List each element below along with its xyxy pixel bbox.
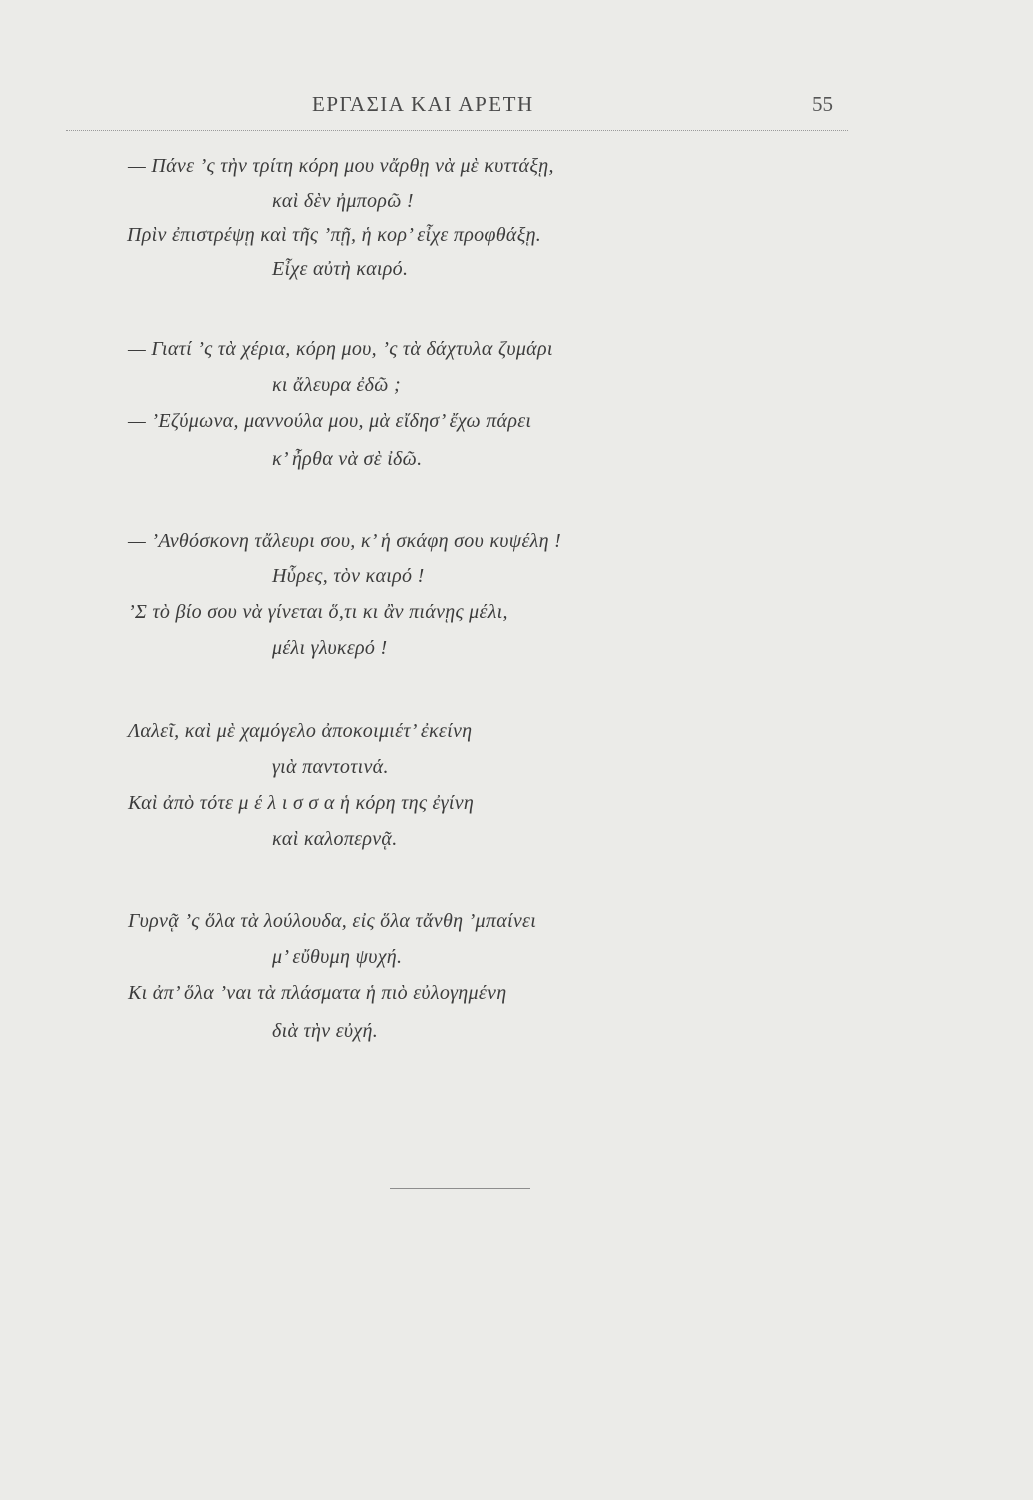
page-number: 55 — [812, 92, 833, 116]
verse-line: Γυρνᾷ ’ς ὅλα τὰ λούλουδα, εἰς ὅλα τἄνθη ’μπαίνει — [128, 910, 537, 932]
end-rule — [390, 1188, 530, 1189]
verse-line: — ’Ανθόσκονη τἄλευρι σου, κ’ ἡ σκάφη σου κυψέλη ! — [128, 530, 562, 552]
verse-line: διὰ τὴν εὐχή. — [272, 1020, 378, 1042]
verse-line: μέλι γλυκερό ! — [272, 637, 388, 659]
verse-line: ’Σ τὸ βίο σου νὰ γίνεται ὅ,τι κι ἂν πιάνῃς μέλι, — [128, 601, 508, 623]
verse-line: Πρὶν ἐπιστρέψῃ καὶ τῆς ’πῇ, ἡ κορ’ εἶχε προφθάξῃ. — [127, 224, 542, 246]
verse-line: μ’ εὔθυμη ψυχή. — [272, 946, 403, 968]
verse-line: κι ἄλευρα ἐδῶ ; — [272, 374, 401, 396]
verse-line: — ’Εζύμωνα, μαννούλα μου, μὰ εἴδησ’ ἔχω πάρει — [128, 410, 532, 432]
verse-line: Λαλεῖ, καὶ μὲ χαμόγελο ἀποκοιμιέτ’ ἐκείνη — [128, 720, 473, 742]
verse-line: — Πάνε ’ς τὴν τρίτη κόρη μου νἄρθῃ νὰ μὲ κυττάξῃ, — [128, 155, 554, 177]
running-title: ΕΡΓΑΣΙΑ ΚΑΙ ΑΡΕΤΗ — [312, 92, 534, 116]
verse-line: κ’ ἦρθα νὰ σὲ ἰδῶ. — [272, 448, 423, 470]
verse-line: Καὶ ἀπὸ τότε μ έ λ ι σ σ α ἡ κόρη της ἐγίνη — [128, 792, 475, 814]
verse-line: καὶ καλοπερνᾷ. — [272, 828, 398, 850]
verse-line: Κι ἀπ’ ὅλα ’ναι τὰ πλάσματα ἡ πιὸ εὐλογημένη — [128, 982, 507, 1004]
verse-line: Ηὗρες, τὸν καιρό ! — [272, 565, 425, 587]
verse-line: — Γιατί ’ς τὰ χέρια, κόρη μου, ’ς τὰ δάχτυλα ζυμάρι — [128, 338, 553, 360]
verse-line: καὶ δὲν ἠμπορῶ ! — [272, 190, 414, 212]
verse-line: γιὰ παντοτινά. — [272, 756, 389, 778]
verse-line: Εἶχε αὐτὴ καιρό. — [272, 258, 409, 280]
